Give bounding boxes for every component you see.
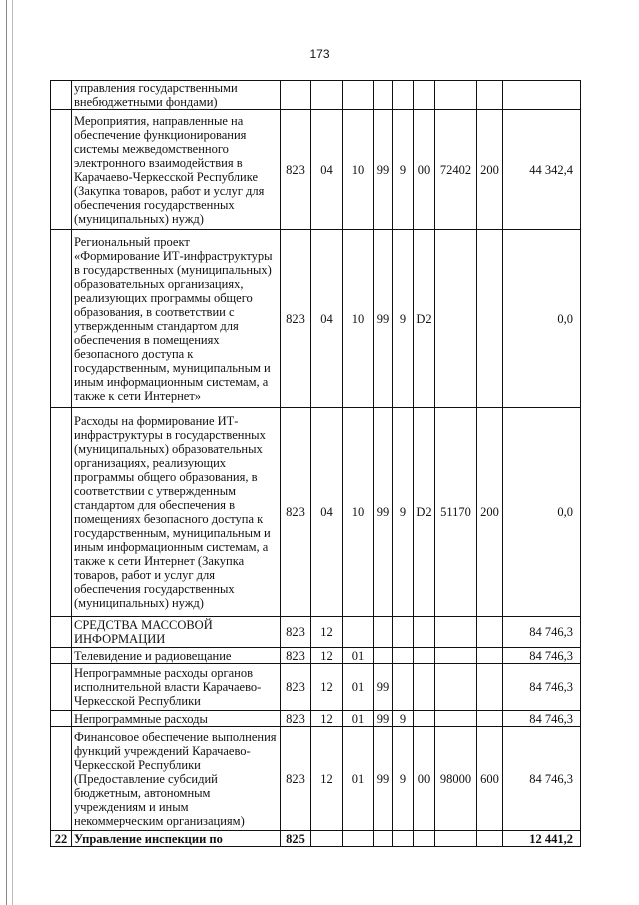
section-code: 12	[311, 617, 343, 648]
target-code-4	[435, 711, 477, 727]
table-row	[51, 648, 581, 664]
expense-type-code: 200	[477, 408, 503, 617]
row-number	[51, 81, 72, 110]
subsection-code: 01	[343, 727, 374, 831]
table-row	[51, 711, 581, 727]
table-row	[51, 831, 581, 847]
expense-type-code	[477, 831, 503, 847]
row-number	[51, 711, 72, 727]
target-code-3: 00	[414, 110, 435, 230]
ved-code	[281, 81, 311, 110]
section-code: 12	[311, 648, 343, 664]
target-code-4	[435, 648, 477, 664]
subsection-code: 01	[343, 648, 374, 664]
subsection-code: 10	[343, 408, 374, 617]
target-code-3	[414, 617, 435, 648]
target-code-4	[435, 230, 477, 408]
target-code-2	[393, 617, 414, 648]
target-code-2	[393, 648, 414, 664]
amount: 84 746,3	[503, 664, 581, 711]
target-code-4	[435, 617, 477, 648]
target-code-1: 99	[374, 727, 393, 831]
row-name: Региональный проект «Формирование ИТ-инфраструктуры в государственных (муниципальных) образовательных организациях, реализующих программы общего образования, в соответствии с утвержденным стандартом для обеспечения в помещениях безопасного доступа к государственным, муниципальным и иным информационным системам, а также к сети Интернет»	[72, 230, 281, 408]
target-code-2	[393, 831, 414, 847]
amount: 44 342,4	[503, 110, 581, 230]
target-code-1	[374, 831, 393, 847]
row-number	[51, 110, 72, 230]
row-number	[51, 408, 72, 617]
table-row	[51, 727, 581, 831]
amount: 84 746,3	[503, 727, 581, 831]
target-code-2: 9	[393, 711, 414, 727]
subsection-code: 01	[343, 711, 374, 727]
budget-table	[50, 80, 581, 847]
section-code	[311, 831, 343, 847]
ved-code: 825	[281, 831, 311, 847]
target-code-3: 00	[414, 727, 435, 831]
row-number	[51, 617, 72, 648]
target-code-1	[374, 648, 393, 664]
amount: 84 746,3	[503, 648, 581, 664]
target-code-3: D2	[414, 230, 435, 408]
subsection-code: 01	[343, 664, 374, 711]
row-number	[51, 648, 72, 664]
target-code-4	[435, 81, 477, 110]
amount: 0,0	[503, 408, 581, 617]
amount: 84 746,3	[503, 711, 581, 727]
row-number	[51, 230, 72, 408]
scan-margin-line	[12, 0, 13, 905]
target-code-4	[435, 831, 477, 847]
ved-code: 823	[281, 230, 311, 408]
ved-code: 823	[281, 664, 311, 711]
target-code-3	[414, 711, 435, 727]
target-code-1: 99	[374, 110, 393, 230]
expense-type-code: 200	[477, 110, 503, 230]
section-code: 04	[311, 110, 343, 230]
section-code: 12	[311, 664, 343, 711]
row-number	[51, 664, 72, 711]
section-code: 04	[311, 230, 343, 408]
ved-code: 823	[281, 408, 311, 617]
section-code: 12	[311, 711, 343, 727]
target-code-2	[393, 664, 414, 711]
target-code-3	[414, 831, 435, 847]
subsection-code: 10	[343, 230, 374, 408]
row-name: Расходы на формирование ИТ-инфраструктуры в государственных (муниципальных) образовательных организациях, реализующих программы общего образования, в соответствии с утвержденным стандартом для обеспечения в помещениях безопасного доступа к государственным, муниципальным и иным информационным системам, а также к сети Интернет (Закупка товаров, работ и услуг для обеспечения государственных (муниципальных) нужд)	[72, 408, 281, 617]
ved-code: 823	[281, 648, 311, 664]
amount: 12 441,2	[503, 831, 581, 847]
ved-code: 823	[281, 711, 311, 727]
table-row	[51, 110, 581, 230]
table-row	[51, 81, 581, 110]
table-row	[51, 664, 581, 711]
target-code-1	[374, 81, 393, 110]
row-name: Финансовое обеспечение выполнения функций учреждений Карачаево-Черкесской Республики (Предоставление субсидий бюджетным, автономным учреждениям и иным некоммерческим организациям)	[72, 727, 281, 831]
section-code: 04	[311, 408, 343, 617]
subsection-code	[343, 831, 374, 847]
table-row	[51, 617, 581, 648]
target-code-2: 9	[393, 230, 414, 408]
row-name: СРЕДСТВА МАССОВОЙ ИНФОРМАЦИИ	[72, 617, 281, 648]
expense-type-code	[477, 81, 503, 110]
expense-type-code	[477, 617, 503, 648]
target-code-4: 51170	[435, 408, 477, 617]
target-code-2: 9	[393, 727, 414, 831]
target-code-3	[414, 648, 435, 664]
target-code-3	[414, 81, 435, 110]
target-code-1: 99	[374, 230, 393, 408]
target-code-4: 98000	[435, 727, 477, 831]
amount: 0,0	[503, 230, 581, 408]
section-code	[311, 81, 343, 110]
target-code-4	[435, 664, 477, 711]
row-name: Непрограммные расходы органов исполнительной власти Карачаево-Черкесской Республики	[72, 664, 281, 711]
ved-code: 823	[281, 727, 311, 831]
table-row	[51, 230, 581, 408]
target-code-3: D2	[414, 408, 435, 617]
subsection-code	[343, 81, 374, 110]
target-code-4: 72402	[435, 110, 477, 230]
expense-type-code	[477, 648, 503, 664]
subsection-code	[343, 617, 374, 648]
expense-type-code	[477, 230, 503, 408]
subsection-code: 10	[343, 110, 374, 230]
target-code-2: 9	[393, 110, 414, 230]
row-name: управления государственными внебюджетными фондами)	[72, 81, 281, 110]
expense-type-code	[477, 664, 503, 711]
target-code-1: 99	[374, 664, 393, 711]
page-number: 173	[309, 47, 330, 61]
section-code: 12	[311, 727, 343, 831]
expense-type-code: 600	[477, 727, 503, 831]
target-code-2: 9	[393, 408, 414, 617]
scan-margin-line	[6, 0, 7, 905]
amount	[503, 81, 581, 110]
target-code-1: 99	[374, 408, 393, 617]
target-code-1: 99	[374, 711, 393, 727]
row-name: Телевидение и радиовещание	[72, 648, 281, 664]
row-name: Мероприятия, направленные на обеспечение функционирования системы межведомственного электронного взаимодействия в Карачаево-Черкесской Республике (Закупка товаров, работ и услуг для обеспечения государственных (муниципальных) нужд)	[72, 110, 281, 230]
amount: 84 746,3	[503, 617, 581, 648]
expense-type-code	[477, 711, 503, 727]
target-code-3	[414, 664, 435, 711]
row-name: Непрограммные расходы	[72, 711, 281, 727]
target-code-2	[393, 81, 414, 110]
row-name: Управление инспекции по	[72, 831, 281, 847]
row-number	[51, 727, 72, 831]
ved-code: 823	[281, 617, 311, 648]
table-row	[51, 408, 581, 617]
target-code-1	[374, 617, 393, 648]
ved-code: 823	[281, 110, 311, 230]
row-number: 22	[51, 831, 72, 847]
